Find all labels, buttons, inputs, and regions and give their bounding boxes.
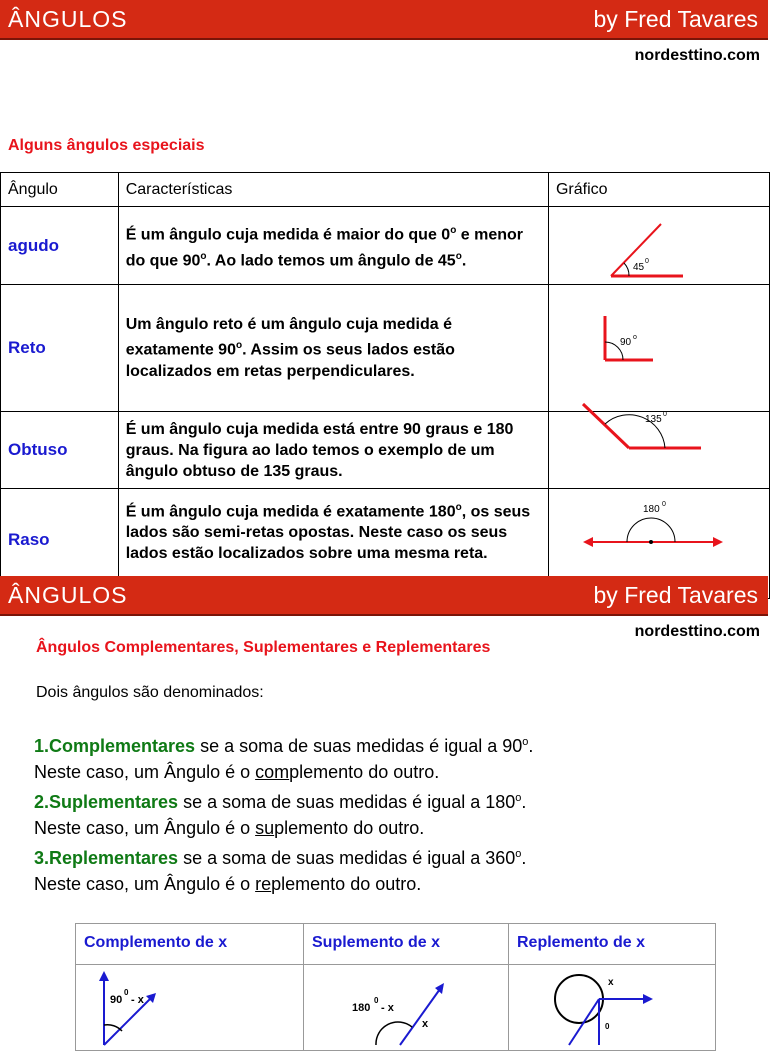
complement-header-row — [76, 924, 716, 965]
table-row — [1, 207, 770, 285]
acute-label: 45 — [632, 261, 645, 273]
table-row — [1, 285, 770, 412]
acute-angle-graphic — [548, 207, 769, 285]
header-characteristics: Características — [118, 173, 548, 207]
straight-label-exp: 0 — [661, 501, 666, 508]
definition-note: Neste caso, um Ângulo é o — [34, 818, 256, 838]
section-title: Ângulos Complementares, Suplementares e Replementares — [36, 639, 491, 656]
definition-underlined: re — [255, 874, 272, 894]
definition-item: 1.Complementares se a soma de suas medidas é igual a 90$^o$. Neste caso, um Ângulo é o complemento do outro. — [34, 736, 534, 782]
right-label-exp: o — [632, 333, 637, 341]
obtuse-angle-svg — [549, 412, 769, 488]
obtuse-label: 135 — [644, 414, 662, 425]
definition-note-end: plemento do outro. — [274, 818, 425, 838]
straight-left-arrow — [583, 537, 593, 547]
definition-note-end: plemento do outro. — [271, 874, 422, 894]
comp-label: 90 — [110, 994, 123, 1006]
sup-label-exp: 0 — [374, 996, 379, 1005]
obtuse-slanted-ray — [583, 404, 629, 448]
angle-name: Raso — [1, 489, 119, 599]
replement-graphic — [509, 965, 716, 1051]
sup-slanted-ray — [400, 989, 440, 1045]
definition-underlined: su — [255, 818, 275, 838]
definition-term: 2.Suplementares — [34, 792, 179, 812]
definition-note-end: plemento do outro. — [289, 762, 440, 782]
banner-title: ÂNGULOS — [8, 582, 128, 608]
complement-graphic — [76, 965, 304, 1051]
angle-name: Obtuso — [1, 412, 119, 489]
title-banner — [0, 0, 768, 40]
definition-text: se a soma de suas medidas é igual a 360 — [178, 848, 516, 868]
complement-table — [75, 923, 716, 1051]
complement-graphic-row — [76, 965, 716, 1051]
straight-vertex — [649, 540, 653, 544]
sup-label-tail: - x — [381, 1002, 394, 1014]
definition-underlined: com — [255, 762, 290, 782]
angle-name: Reto — [1, 285, 119, 412]
special-angles-table — [0, 172, 770, 599]
definitions-list — [34, 729, 533, 897]
header-angle: Ângulo — [1, 173, 119, 207]
angle-description: Um ângulo reto é um ângulo cuja medida é exatamente 90$^o$. Assim os seus lados estão localizados em retas perpendiculares. — [118, 285, 548, 412]
angle-description: É um ângulo cuja medida é maior do que 0$^o$ e menor do que 90$^o$. Ao lado temos um ângulo de 45$^o$. — [118, 207, 548, 285]
banner-author: by Fred Tavares — [593, 582, 758, 608]
acute-angle-svg — [549, 208, 769, 284]
definition-item: 2.Suplementares se a soma de suas medidas é igual a 180$^o$. Neste caso, um Ângulo é o suplemento do outro. — [34, 792, 527, 838]
sup-x-label: x — [422, 1018, 429, 1030]
title-banner — [0, 576, 768, 616]
acute-arc — [624, 263, 629, 276]
table-header-row — [1, 173, 770, 207]
site-url: nordesttino.com — [634, 623, 760, 640]
degree-symbol: o — [522, 736, 529, 748]
definition-item: 3.Replementares se a soma de suas medidas é igual a 360$^o$. Neste caso, um Ângulo é o replemento do outro. — [34, 848, 527, 894]
definition-text: se a soma de suas medidas é igual a 90 — [195, 736, 523, 756]
obtuse-label-exp: 0 — [662, 411, 667, 418]
degree-symbol: o — [515, 792, 522, 804]
replement-svg — [509, 965, 715, 1045]
obtuse-angle-graphic — [548, 412, 769, 489]
site-url: nordesttino.com — [634, 47, 760, 64]
rep-horizontal-arrow — [643, 994, 653, 1004]
banner-author: by Fred Tavares — [593, 6, 758, 32]
angle-description: É um ângulo cuja medida é exatamente 180$^o$, os seus lados são semi-retas opostas. Neste caso os seus lados estão localizados sobre uma mesma reta. — [118, 489, 548, 599]
banner-title: ÂNGULOS — [8, 6, 128, 32]
header-graphic: Gráfico — [548, 173, 769, 207]
definition-term: 1.Complementares — [34, 736, 196, 756]
slide-complementary-angles — [0, 576, 768, 1031]
supplement-svg — [304, 965, 508, 1045]
straight-label: 180 — [642, 504, 660, 515]
degree-symbol: o — [515, 848, 522, 860]
definition-note: Neste caso, um Ângulo é o — [34, 874, 256, 894]
rep-circle — [555, 975, 603, 1023]
sup-arc — [376, 1022, 412, 1045]
right-angle-graphic — [548, 285, 769, 412]
definition-term: 3.Replementares — [34, 848, 179, 868]
rep-label-exp: 0 — [605, 1022, 610, 1031]
right-label: 90 — [619, 336, 632, 348]
angle-description: É um ângulo cuja medida está entre 90 graus e 180 graus. Na figura ao lado temos o exemplo de um ângulo obtuso de 135 graus. — [118, 412, 548, 489]
header-complement: Complemento de x — [76, 924, 304, 965]
supplement-graphic — [304, 965, 509, 1051]
rep-x-label: x — [608, 977, 614, 988]
section-title: Alguns ângulos especiais — [8, 137, 205, 154]
comp-label-exp: 0 — [124, 988, 129, 997]
right-angle-svg — [549, 286, 769, 411]
straight-arc — [627, 518, 675, 542]
complement-svg — [76, 965, 303, 1045]
comp-vertical-arrow — [99, 971, 109, 981]
intro-text: Dois ângulos são denominados: — [36, 684, 264, 701]
definition-text: se a soma de suas medidas é igual a 180 — [178, 792, 516, 812]
definition-note: Neste caso, um Ângulo é o — [34, 762, 256, 782]
straight-right-arrow — [713, 537, 723, 547]
comp-label-tail: - x — [131, 994, 144, 1006]
acute-label-exp: 0 — [644, 257, 649, 265]
angle-name: agudo — [1, 207, 119, 285]
header-replement: Replemento de x — [509, 924, 716, 965]
header-supplement: Suplemento de x — [304, 924, 509, 965]
table-row — [1, 412, 770, 489]
sup-slanted-arrow — [435, 983, 444, 994]
sup-label: 180 — [352, 1002, 371, 1014]
straight-angle-svg — [549, 489, 769, 589]
